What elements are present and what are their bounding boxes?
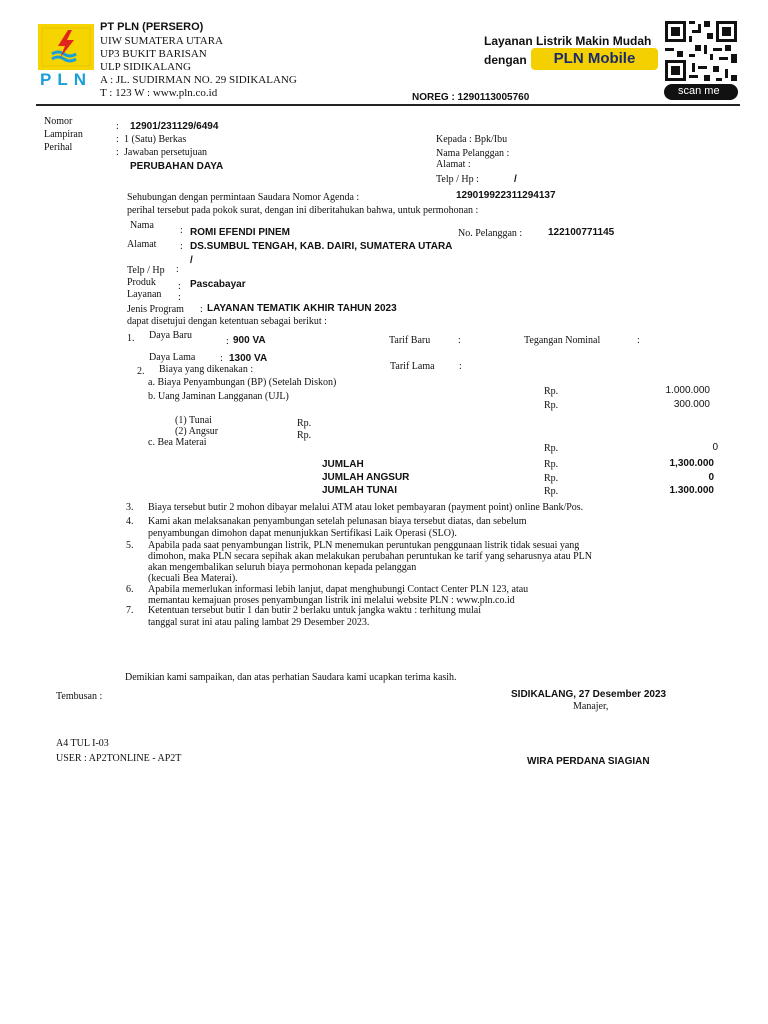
perihal-label: Perihal — [44, 142, 73, 153]
pln-logo — [38, 24, 94, 90]
produk-value: Pascabayar — [190, 279, 246, 290]
lampiran-label: Lampiran — [44, 129, 83, 140]
perihal-colon: : — [116, 147, 119, 158]
intro-line-1: Sehubungan dengan permintaan Saudara Nomor Agenda : — [127, 192, 360, 203]
biaya-label: Biaya yang dikenakan : — [159, 364, 254, 375]
term-6-number: 6. — [126, 584, 134, 595]
company-uiw: UIW SUMATERA UTARA — [100, 35, 223, 47]
qr-code — [662, 18, 740, 102]
angsur-rp: Rp. — [297, 430, 312, 441]
nomor-colon: : — [116, 121, 119, 132]
term-5-number: 5. — [126, 540, 134, 551]
nama-pelanggan-label: Nama Pelanggan : — [436, 148, 510, 159]
tagline-dengan: dengan — [484, 53, 527, 67]
nama-label: Nama — [130, 220, 154, 231]
daya-baru-value: 900 VA — [233, 335, 266, 346]
no-pelanggan-label: No. Pelanggan : — [458, 228, 523, 239]
tarif-baru-colon: : — [458, 335, 461, 346]
pln-mobile-badge — [531, 48, 658, 70]
materai-rp: Rp. — [544, 443, 559, 454]
kepada: Kepada : Bpk/Ibu — [436, 134, 508, 145]
ujl-rp: Rp. — [544, 400, 559, 411]
tarif-lama-label: Tarif Lama — [390, 361, 435, 372]
biaya-b: b. Uang Jaminan Langganan (UJL) — [148, 391, 289, 402]
tarif-lama-colon: : — [459, 361, 462, 372]
perihal-subject: PERUBAHAN DAYA — [130, 161, 224, 172]
header-divider — [36, 104, 740, 106]
nama-colon: : — [180, 225, 183, 236]
daya-lama-colon: : — [220, 353, 223, 364]
jumlah-angsur-value: 0 — [708, 472, 714, 483]
tegangan-colon: : — [637, 335, 640, 346]
bp-rp: Rp. — [544, 386, 559, 397]
ujl-value: 300.000 — [673, 399, 710, 410]
alamat-label-meta: Alamat : — [436, 159, 471, 170]
item-1-number: 1. — [127, 333, 135, 344]
company-up3: UP3 BUKIT BARISAN — [100, 48, 207, 60]
jumlah-tunai-value: 1.300.000 — [669, 485, 714, 496]
noreg: NOREG : 1290113005760 — [412, 92, 530, 103]
term-3-number: 3. — [126, 502, 134, 513]
company-address: A : JL. SUDIRMAN NO. 29 SIDIKALANG — [100, 74, 297, 86]
agenda-number: 129019922311294137 — [456, 190, 556, 201]
company-contact: T : 123 W : www.pln.co.id — [100, 87, 218, 99]
company-ulp: ULP SIDIKALANG — [100, 61, 191, 73]
no-pelanggan-value: 122100771145 — [548, 227, 615, 238]
pln-mobile-label: PLN Mobile — [553, 50, 636, 67]
produk-colon-1: : — [178, 281, 181, 292]
materai-value: 0 — [712, 442, 718, 453]
alamat-label: Alamat — [127, 239, 157, 250]
term-7-line-1: Ketentuan tersebut butir 1 dan butir 2 berlaku untuk jangka waktu : terhitung mulai — [148, 605, 481, 616]
telp-value-meta: / — [514, 174, 517, 185]
tunai-label: (1) Tunai — [175, 415, 212, 426]
jumlah-rp: Rp. — [544, 459, 559, 470]
jenis-program-label: Jenis Program — [127, 304, 184, 315]
telp-colon: : — [176, 264, 179, 275]
user-line: USER : AP2TONLINE - AP2T — [56, 753, 182, 764]
angsur-label: (2) Angsur — [175, 426, 219, 437]
daya-lama-label: Daya Lama — [149, 352, 196, 363]
term-4-number: 4. — [126, 516, 134, 527]
pln-logo-text: PLN — [40, 70, 92, 89]
term-5-line-3: akan mengembalikan seluruh biaya permohonan kepada pelanggan — [148, 562, 417, 573]
telp-label-meta: Telp / Hp : — [436, 174, 479, 185]
term-4-line-1: Kami akan melaksanakan penyambungan setelah pelunasan biaya tersebut diatas, dan sebelum — [148, 516, 527, 527]
alamat-slash: / — [190, 255, 193, 266]
tarif-baru-label: Tarif Baru — [389, 335, 431, 346]
term-4-line-2: penyambungan dimohon dapat menunjukkan Sertifikasi Laik Operasi (SLO). — [148, 528, 457, 539]
qr-code-icon — [662, 18, 740, 84]
closing-line: Demikian kami sampaikan, dan atas perhatian Saudara kami ucapkan terima kasih. — [125, 672, 457, 683]
pln-logo-icon — [38, 24, 94, 70]
tagline: Layanan Listrik Makin Mudah — [484, 34, 652, 48]
term-7-number: 7. — [126, 605, 134, 616]
daya-lama-value: 1300 VA — [229, 353, 268, 364]
nama-value: ROMI EFENDI PINEM — [190, 227, 291, 238]
daya-baru-label: Daya Baru — [149, 330, 193, 341]
tunai-rp: Rp. — [297, 418, 312, 429]
scan-me-pill — [664, 84, 738, 100]
manajer-title: Manajer, — [573, 701, 609, 712]
produk-label: Produk — [127, 277, 156, 288]
biaya-c: c. Bea Materai — [148, 437, 207, 448]
alamat-colon: : — [180, 241, 183, 252]
jumlah-angsur-label: JUMLAH ANGSUR — [322, 472, 410, 483]
tegangan-label: Tegangan Nominal — [524, 335, 601, 346]
jumlah-angsur-rp: Rp. — [544, 473, 559, 484]
produk-colon-2: : — [178, 292, 181, 303]
jumlah-value: 1,300.000 — [669, 458, 714, 469]
disetujui-line: dapat disetujui dengan ketentuan sebagai berikut : — [127, 316, 327, 327]
nomor-value: 12901/231129/6494 — [130, 121, 219, 132]
intro-line-2: perihal tersebut pada pokok surat, dengan ini diberitahukan bahwa, untuk permohonan : — [127, 205, 479, 216]
lampiran-value: 1 (Satu) Berkas — [124, 134, 187, 145]
form-code: A4 TUL I-03 — [56, 738, 109, 749]
perihal-value: Jawaban persetujuan — [124, 147, 208, 158]
item-2-number: 2. — [137, 366, 145, 377]
biaya-a: a. Biaya Penyambungan (BP) (Setelah Diskon) — [148, 377, 337, 388]
lampiran-colon: : — [116, 134, 119, 145]
term-3-line-1: Biaya tersebut butir 2 mohon dibayar melalui ATM atau loket pembayaran (payment point) online Bank/Pos. — [148, 502, 584, 513]
scan-me-label: scan me — [678, 85, 720, 97]
place-date: SIDIKALANG, 27 Desember 2023 — [511, 689, 667, 700]
term-6-line-1: Apabila memerlukan informasi lebih lanjut, dapat menghubungi Contact Center PLN 123, atau — [148, 584, 529, 595]
nomor-label: Nomor — [44, 116, 73, 127]
layanan-label: Layanan — [127, 289, 162, 300]
tembusan-label: Tembusan : — [56, 691, 103, 702]
jumlah-tunai-label: JUMLAH TUNAI — [322, 485, 397, 496]
term-5-line-4: (kecuali Bea Materai). — [148, 573, 238, 584]
telp-label: Telp / Hp — [127, 265, 165, 276]
term-5-line-1: Apabila pada saat penyambungan listrik, PLN menemukan peruntukan penggunaan listrik tidak sesuai yang — [148, 540, 580, 551]
company-name: PT PLN (PERSERO) — [100, 21, 204, 33]
alamat-value: DS.SUMBUL TENGAH, KAB. DAIRI, SUMATERA UTARA — [190, 241, 453, 252]
jenis-program-colon: : — [200, 304, 203, 315]
jumlah-tunai-rp: Rp. — [544, 486, 559, 497]
signatory-name: WIRA PERDANA SIAGIAN — [527, 756, 650, 767]
jenis-program-value: LAYANAN TEMATIK AKHIR TAHUN 2023 — [207, 303, 397, 314]
term-7-line-2: tanggal surat ini atau paling lambat 29 Desember 2023. — [148, 617, 370, 628]
daya-baru-colon: : — [226, 336, 229, 347]
term-6-line-2: memantau kemajuan proses penyambungan listrik ini melalui website PLN : www.pln.co.id — [148, 595, 515, 606]
jumlah-label: JUMLAH — [322, 459, 364, 470]
bp-value: 1.000.000 — [665, 385, 710, 396]
term-5-line-2: dimohon, maka PLN secara sepihak akan melakukan perubahan peruntukan ke tarif yang seharusnya atau PLN — [148, 551, 593, 562]
